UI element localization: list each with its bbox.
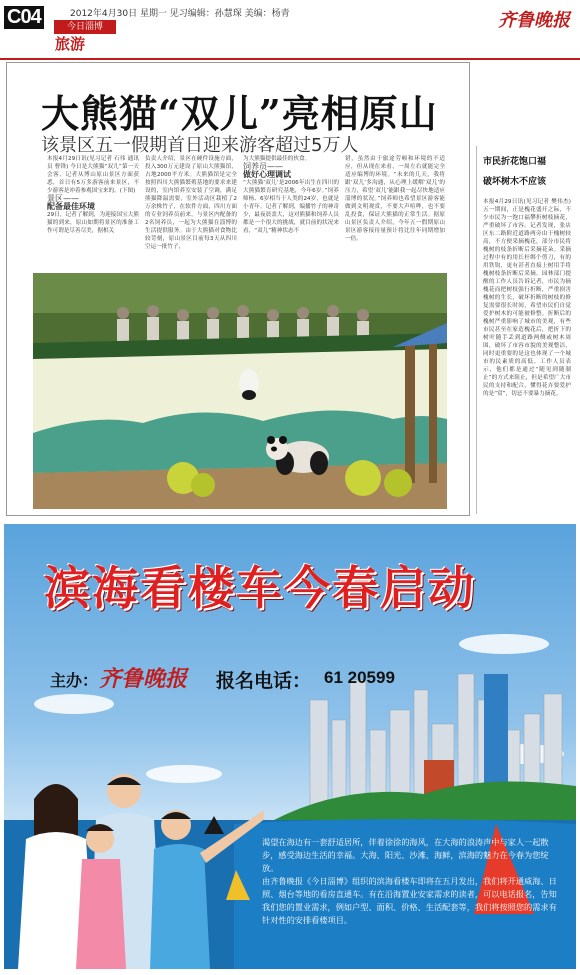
- article-column-1: [47, 155, 139, 267]
- ad-host-label: 主办：: [50, 671, 99, 690]
- family-illustration: [4, 769, 264, 969]
- ad-title: 滨海看楼车今春启动: [44, 561, 476, 615]
- main-article: [6, 62, 470, 516]
- ad-body-paragraph-1: 渴望在海边有一套舒适居所，伴着徐徐的海风，在大海的浪涛声中与家人一起散步，感受海边生活的幸福。大海、阳光、沙滩、海鲜，滨海的魅力在今春为您绽放。: [262, 837, 549, 873]
- article-subhead: 该景区五一假期首日迎来游客超过5万人: [41, 135, 359, 156]
- article-column-4: [345, 155, 445, 267]
- ad-phone-label: 报名电话：: [216, 670, 312, 692]
- col3-body-2: “大熊猫‘双儿’是2006年出生在四川的大熊猫繁育研究基地，今年6岁。”饲养师杨、6岁相当于人类的24岁，也就是小青年。记者了解到，编播竹子的神奇少，最夜晨盖大，这对熊猫和饲养人员都是一个很大的挑战，就目前的状况来看，“双儿”精神状态不: [243, 180, 339, 234]
- article-headline: 大熊猫“双儿”亮相原山: [41, 91, 438, 136]
- sidebar-article: [476, 146, 573, 514]
- col1-subhead-2: 配备最佳环境: [47, 202, 95, 211]
- panda-photo: [33, 273, 447, 509]
- col3-subhead-1: 饲养员——: [243, 162, 283, 171]
- col1-body: 29日，记者了解到，为迎接国宝大熊猫的到来，原山如期将景区的准备工作可谓是尽善尽美，据相关: [47, 212, 139, 234]
- sidebar-headline-2: 破坏树木不应该: [483, 177, 547, 187]
- col3-subhead-2: 做好心理调试: [243, 170, 291, 179]
- sidebar-body: 本报4月29日讯(见习记者 樊伟杰) 五一期间，正是槐花盛开之际，不少市民为一饱口福攀折树枝摘花，严重破坏了市容。记者发现，张店区东二路附近道路两旁由于槐树较高，不方便采摘槐花，部分市民将槐树的枝条折断后采摘花朵。采摘过程中有的用长杆绑个剪刀，有的用铁钩，更有甚者直接上树用手将槐树枝条折断后采摘。园林部门提醒的工作人员告诉记者，市民为摘槐花而把树枝强行折断，严重损害槐树的生长，破坏折断的树枝的修复需要很长时间，希望市民们自觉爱护树木的可能被修整。折断后的槐树严重影响了城市的美观，有些市民甚至在家造槐花后，把折下的树叶随手丢到道路两侧或树木周围，破坏了市容市貌的美观整洁，同时更重要的是这也体现了一个城市的民素质的高低。工作人员表示，他们都是通过“随见到随制止”的方式来阻止，但是希望广大市民的支持和配合，懂得花卉要爱护的是“赏”，切忌不要暴力摘花。: [483, 199, 571, 397]
- ad-phone-number: 61 20599: [324, 668, 395, 687]
- paper-logo: 齐鲁晚报: [498, 10, 570, 31]
- section-title: 旅游: [55, 35, 86, 53]
- ad-host-name: 齐鲁晚报: [99, 666, 188, 692]
- advertisement: [4, 524, 576, 969]
- article-column-2: [145, 155, 237, 267]
- col1-lead: 本报4月29日讯(见习记者 石伟 通讯员 曹锋) 今日是大熊猫“双儿”第一天会客，记者从博山原山景区方面获悉，首日有5万多游客前来景区，不少游客是冲着参观国宝来的。(下图): [47, 156, 139, 194]
- panda-photo-illustration: [33, 273, 447, 509]
- col1-subhead-1: 景区——: [47, 194, 79, 203]
- ad-body-text: [262, 836, 558, 927]
- col4-body: 错，虽然由于旅途劳顿和环境的不适应，但从现在来看，一周左右就能完全适应编博的环境。“未来的几天，我将跟‘双儿’多沟通，从心理上缓解‘双儿’的压力，希望‘双儿’能跟我一起尽快地适应淄博的状况。”饲养师也希望景区游客能做到文明观赏，不要大声喧哗，也不要乱投食，保证大熊猫的正常生活。据原山景区负责人介绍，今年五一假期原山景区游客接待量预计将比往年同期增加一倍。: [345, 156, 445, 242]
- col3-body: 为大熊猫提供最佳的伙食。: [243, 156, 311, 162]
- issue-meta: 2012年4月30日 星期一 见习编辑：孙慧琛 美编：杨青: [70, 9, 290, 19]
- article-column-3: [243, 155, 339, 267]
- col2-body: 负责人介绍，景区在硬件设施方面，投入300万元建设了原山大熊猫馆，占地2000平方米。大熊猫馆是完全按照四川大熊猫繁殖基地的要求来建设的，室内馆养室安装了空调，满足熊猫降温需要，室外活动区栽植了2万余株竹子，在软件方面，四川方面的专业饲养员前来，与景区内配备的2名饲养员，一起为大熊猫在淄博的生活提供服务。由于大熊猫对食物比较苛刻，原山景区目前每3天从四川空运一批竹子，: [145, 156, 237, 250]
- section-tag: 今日淄博: [54, 20, 116, 34]
- ad-body-paragraph-2: 由齐鲁晚报《今日淄博》组织的滨海看楼车即将在五月发出，我们将开通威海、日照、烟台等地的看房直通车。有在沿海置业安家需求的读者，可以电话报名，告知我们您的置业需求，例如户型、面积、价格、生活配套等，我们将按照您的需求有针对性的安排看楼项目。: [262, 876, 557, 925]
- sidebar-headline-1: 市民折花饱口福: [483, 157, 547, 167]
- masthead: [0, 0, 580, 60]
- page-code: C04: [4, 6, 44, 29]
